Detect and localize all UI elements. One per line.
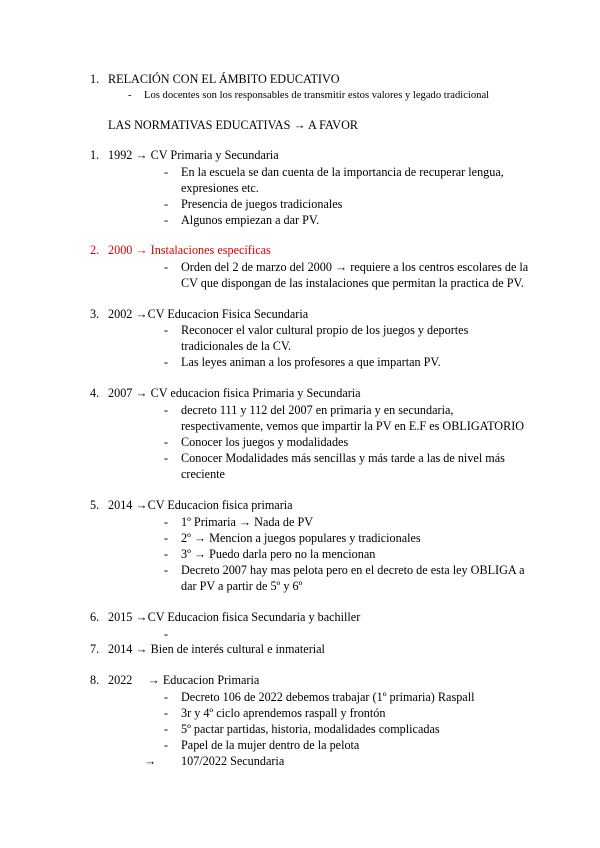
bullet-text: 5º pactar partidas, historia, modalidades complicadas (181, 722, 440, 736)
bullet-text: Orden del 2 de marzo del 2000 → requiere a los centros escolares de la (181, 260, 529, 274)
item-title: 2002 →CV Educacion Fisica Secundaria (108, 307, 309, 321)
item-number: 1. (90, 148, 100, 162)
bullet-text: Algunos empiezan a dar PV. (181, 213, 320, 227)
bullet-dash: - (164, 355, 169, 369)
bullet-dash: - (164, 563, 169, 577)
bullet-text: CV que dispongan de las instalaciones que permitan la practica de PV. (181, 276, 524, 290)
bullet-text: expresiones etc. (181, 181, 259, 195)
bullet-dash: - (164, 323, 169, 337)
bullet-text: respectivamente, vemos que impartir la PV en E.F es OBLIGATORIO (181, 419, 525, 433)
item-number: 5. (90, 498, 100, 512)
bullet-dash: - (128, 90, 132, 101)
item-title: 2015 →CV Educacion fisica Secundaria y bachiller (108, 610, 361, 624)
bullet-text: 1º Primaria → Nada de PV (181, 515, 314, 529)
item-title: 2014 →CV Educacion fisica primaria (108, 498, 293, 512)
bullet-text: Papel de la mujer dentro de la pelota (181, 738, 360, 752)
item-title: 2007 → CV educacion fisica Primaria y Secundaria (108, 386, 361, 400)
bullet-dash: - (164, 197, 169, 211)
item-number: 2. (90, 243, 100, 257)
normativas-title: LAS NORMATIVAS EDUCATIVAS → A FAVOR (108, 118, 359, 132)
bullet-dash: - (164, 547, 169, 561)
bullet-text: Conocer Modalidades más sencillas y más tarde a las de nivel más (181, 451, 505, 465)
bullet-dash: - (164, 165, 169, 179)
bullet-text: Reconocer el valor cultural propio de los juegos y deportes (181, 323, 469, 337)
section-heading: RELACIÓN CON EL ÁMBITO EDUCATIVO (108, 72, 340, 86)
bullet-dash: - (164, 531, 169, 545)
bullet-text: Conocer los juegos y modalidades (181, 435, 349, 449)
bullet-dash: - (164, 403, 169, 417)
bullet-text: 3º → Puedo darla pero no la mencionan (181, 547, 376, 561)
bullet-dash: - (164, 738, 169, 752)
item-number: 3. (90, 307, 100, 321)
bullet-dash: - (164, 690, 169, 704)
item-number: 7. (90, 642, 100, 656)
bullet-dash: - (164, 706, 169, 720)
bullet-text: Decreto 106 de 2022 debemos trabajar (1º primaria) Raspall (181, 690, 475, 704)
item-title: 2022 → Educacion Primaria (108, 673, 260, 687)
bullet-dash: - (164, 515, 169, 529)
bullet-text: tradicionales de la CV. (181, 339, 292, 353)
item-title: 1992 → CV Primaria y Secundaria (108, 148, 279, 162)
section-number: 1. (90, 72, 100, 86)
arrow-item-text: 107/2022 Secundaria (181, 754, 285, 768)
bullet-text: Las leyes animan a los profesores a que impartan PV. (181, 355, 441, 369)
bullet-dash: - (164, 722, 169, 736)
arrow-icon: → (144, 754, 157, 768)
bullet-dash: - (164, 451, 169, 465)
bullet-text: Decreto 2007 hay mas pelota pero en el decreto de esta ley OBLIGA a (181, 563, 525, 577)
bullet-text: dar PV a partir de 5º y 6º (181, 579, 303, 593)
item-number: 6. (90, 610, 100, 624)
section-bullet-text: Los docentes son los responsables de transmitir estos valores y legado tradicional (144, 90, 490, 101)
bullet-dash: - (164, 260, 169, 274)
bullet-text: Presencia de juegos tradicionales (181, 197, 343, 211)
bullet-dash: - (164, 435, 169, 449)
bullet-text: 3r y 4º ciclo aprendemos raspall y frontón (181, 706, 386, 720)
item-title: 2000 → Instalaciones específicas (108, 243, 271, 257)
bullet-text: decreto 111 y 112 del 2007 en primaria y en secundaria, (181, 403, 454, 417)
bullet-text: En la escuela se dan cuenta de la importancia de recuperar lengua, (181, 165, 504, 179)
bullet-dash: - (164, 627, 169, 641)
bullet-dash: - (164, 213, 169, 227)
item-title: 2014 → Bien de interés cultural e inmaterial (108, 642, 325, 656)
item-number: 8. (90, 673, 100, 687)
bullet-text: creciente (181, 467, 225, 481)
bullet-text: 2º → Mencion a juegos populares y tradicionales (181, 531, 421, 545)
item-number: 4. (90, 386, 100, 400)
